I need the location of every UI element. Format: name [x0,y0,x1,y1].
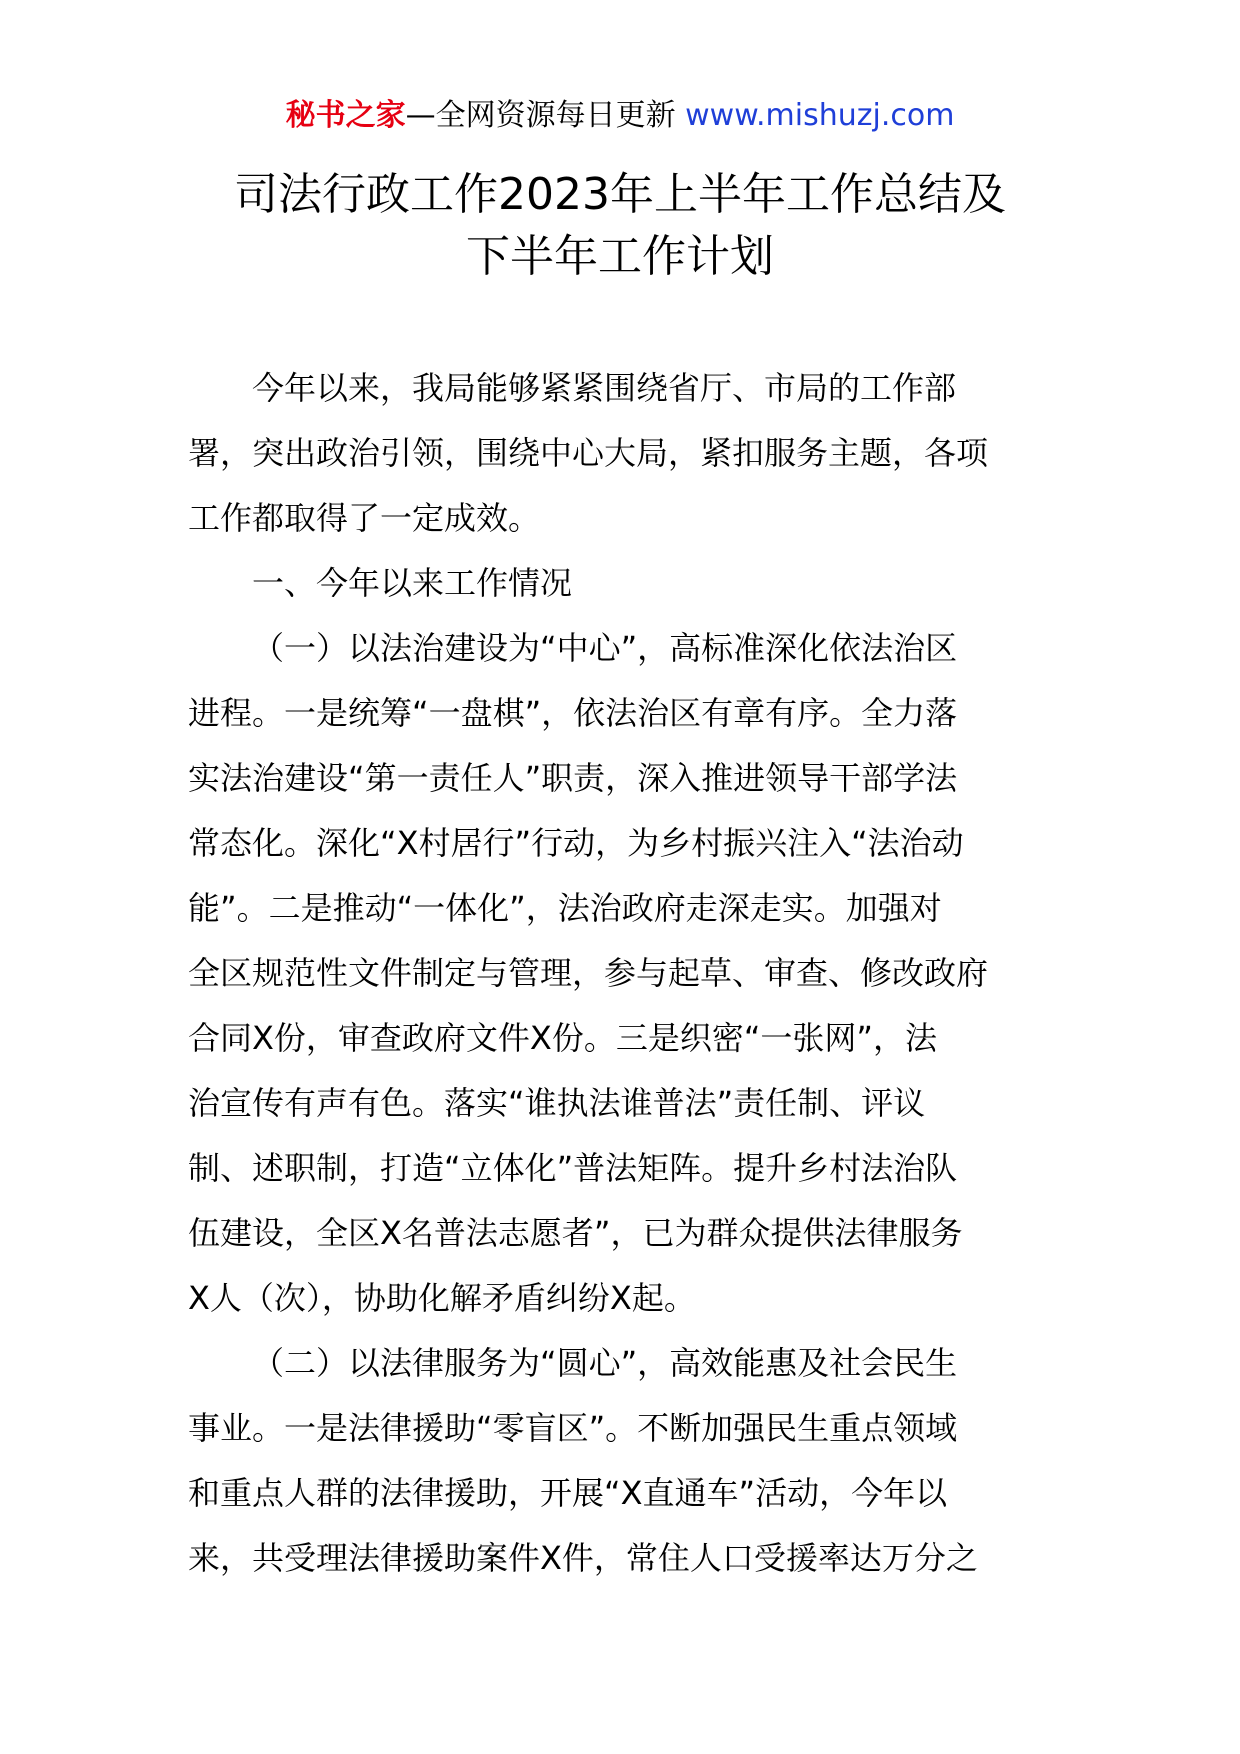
body-line: 和重点人群的法律援助，开展“X直通车”活动，今年以 [188,1474,948,1512]
body-line: 伍建设，全区X名普法志愿者”，已为群众提供法律服务 [188,1214,963,1252]
body-line: 制、述职制，打造“立体化”普法矩阵。提升乡村法治队 [188,1149,958,1187]
body-line: （一）以法治建设为“中心”，高标准深化依法治区 [252,629,958,667]
title-line-2: 下半年工作计划 [466,231,774,282]
body-line: 进程。一是统筹“一盘棋”，依法治区有章有序。全力落 [188,694,958,732]
body-line: 实法治建设“第一责任人”职责，深入推进领导干部学法 [188,759,958,797]
body-line: 合同X份，审查政府文件X份。三是织密“一张网”，法 [188,1019,938,1057]
brand-name: 秘书之家 [285,98,406,133]
document-title [0,164,1240,288]
body-line: 常态化。深化“X村居行”行动，为乡村振兴注入“法治动 [188,824,964,862]
document-body [188,356,1052,1591]
title-line-1: 司法行政工作2023年上半年工作总结及 [234,169,1006,220]
banner-slogan: —全网资源每日更新 [405,98,676,133]
body-line: 治宣传有声有色。落实“谁执法谁普法”责任制、评议 [188,1084,926,1122]
body-line: 工作都取得了一定成效。 [188,499,541,537]
body-line: 事业。一是法律援助“零盲区”。不断加强民生重点领域 [188,1409,958,1447]
body-line: X人（次），协助化解矛盾纠纷X起。 [188,1279,696,1317]
body-line: 署，突出政治引领，围绕中心大局，紧扣服务主题，各项 [188,434,989,472]
body-line: 来，共受理法律援助案件X件，常住人口受援率达万分之 [188,1539,978,1577]
site-banner [0,98,1240,134]
body-line: 今年以来，我局能够紧紧围绕省厅、市局的工作部 [252,369,957,407]
body-line: 全区规范性文件制定与管理，参与起草、审查、修改政府 [188,954,989,992]
section-heading: 一、今年以来工作情况 [252,564,573,602]
site-url-link[interactable]: www.mishuzj.com [685,98,955,133]
body-line: （二）以法律服务为“圆心”，高效能惠及社会民生 [252,1344,958,1382]
body-line: 能”。二是推动“一体化”，法治政府走深走实。加强对 [188,889,942,927]
